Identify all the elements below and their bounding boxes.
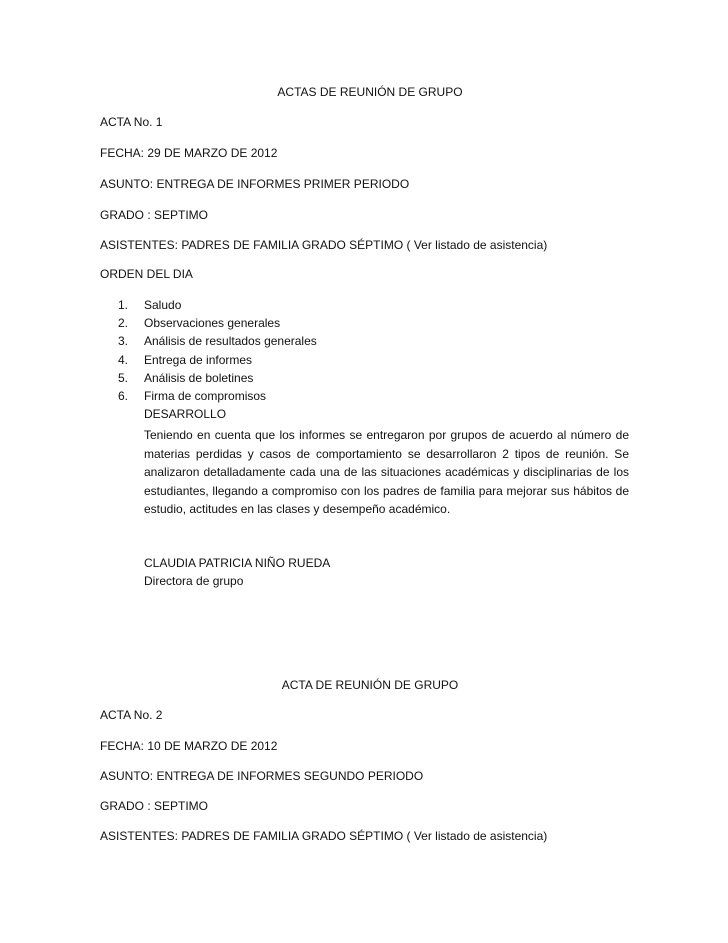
agenda-item bbox=[118, 387, 317, 405]
agenda-item-number: 4. bbox=[118, 352, 129, 367]
acta2-subject: ASUNTO: ENTREGA DE INFORMES SEGUNDO PERIODO bbox=[100, 769, 424, 783]
agenda-item bbox=[118, 369, 317, 387]
acta2-number: ACTA No. 2 bbox=[100, 708, 163, 722]
acta2-heading: ACTA DE REUNIÓN DE GRUPO bbox=[281, 678, 459, 692]
agenda-item-text: Observaciones generales bbox=[144, 316, 281, 331]
acta1-grade: GRADO : SEPTIMO bbox=[100, 208, 209, 222]
agenda-item bbox=[118, 314, 317, 332]
agenda-item-text: Análisis de resultados generales bbox=[144, 334, 317, 349]
agenda-item-text: Entrega de informes bbox=[144, 352, 253, 367]
acta2-grade: GRADO : SEPTIMO bbox=[100, 799, 209, 813]
acta1-agenda-title: ORDEN DEL DIA bbox=[100, 267, 193, 281]
agenda-list bbox=[118, 296, 317, 405]
acta1-heading: ACTAS DE REUNIÓN DE GRUPO bbox=[277, 85, 463, 99]
development-paragraph: Teniendo en cuenta que los informes se entregaron por grupos de acuerdo al número de materias perdidas y casos de comportamiento se desarrollaron 2 tipos de reunión. Se analizaron detalladamente cada una de las situaciones académicas y disciplinarias de los estudiantes, llegando a compromiso con los padres de familia para mejorar sus hábitos de estudio, actitudes en las clases y desempeño académico. bbox=[144, 428, 629, 517]
development-title: DESARROLLO bbox=[144, 407, 227, 421]
agenda-item-text: Firma de compromisos bbox=[144, 388, 267, 403]
agenda-item-number: 5. bbox=[118, 370, 129, 385]
acta1-attendees: ASISTENTES: PADRES DE FAMILIA GRADO SÉPTIMO ( Ver listado de asistencia) bbox=[100, 238, 548, 252]
acta1-date: FECHA: 29 DE MARZO DE 2012 bbox=[100, 146, 278, 160]
acta1-subject: ASUNTO: ENTREGA DE INFORMES PRIMER PERIODO bbox=[100, 177, 410, 191]
agenda-item-text: Análisis de boletines bbox=[144, 370, 254, 385]
agenda-item-number: 2. bbox=[118, 316, 129, 331]
acta2-date: FECHA: 10 DE MARZO DE 2012 bbox=[100, 739, 278, 753]
signer-role: Directora de grupo bbox=[144, 574, 244, 588]
acta1-number: ACTA No. 1 bbox=[100, 115, 163, 129]
agenda-item-number: 1. bbox=[118, 298, 129, 312]
agenda-item bbox=[118, 332, 317, 350]
agenda-item-number: 3. bbox=[118, 334, 129, 349]
acta2-attendees: ASISTENTES: PADRES DE FAMILIA GRADO SÉPTIMO ( Ver listado de asistencia) bbox=[100, 829, 548, 843]
agenda-item-number: 6. bbox=[118, 388, 129, 403]
signer-name: CLAUDIA PATRICIA NIÑO RUEDA bbox=[144, 556, 331, 570]
agenda-item bbox=[118, 351, 317, 369]
agenda-item bbox=[118, 296, 317, 314]
agenda-item-text: Saludo bbox=[144, 298, 182, 312]
